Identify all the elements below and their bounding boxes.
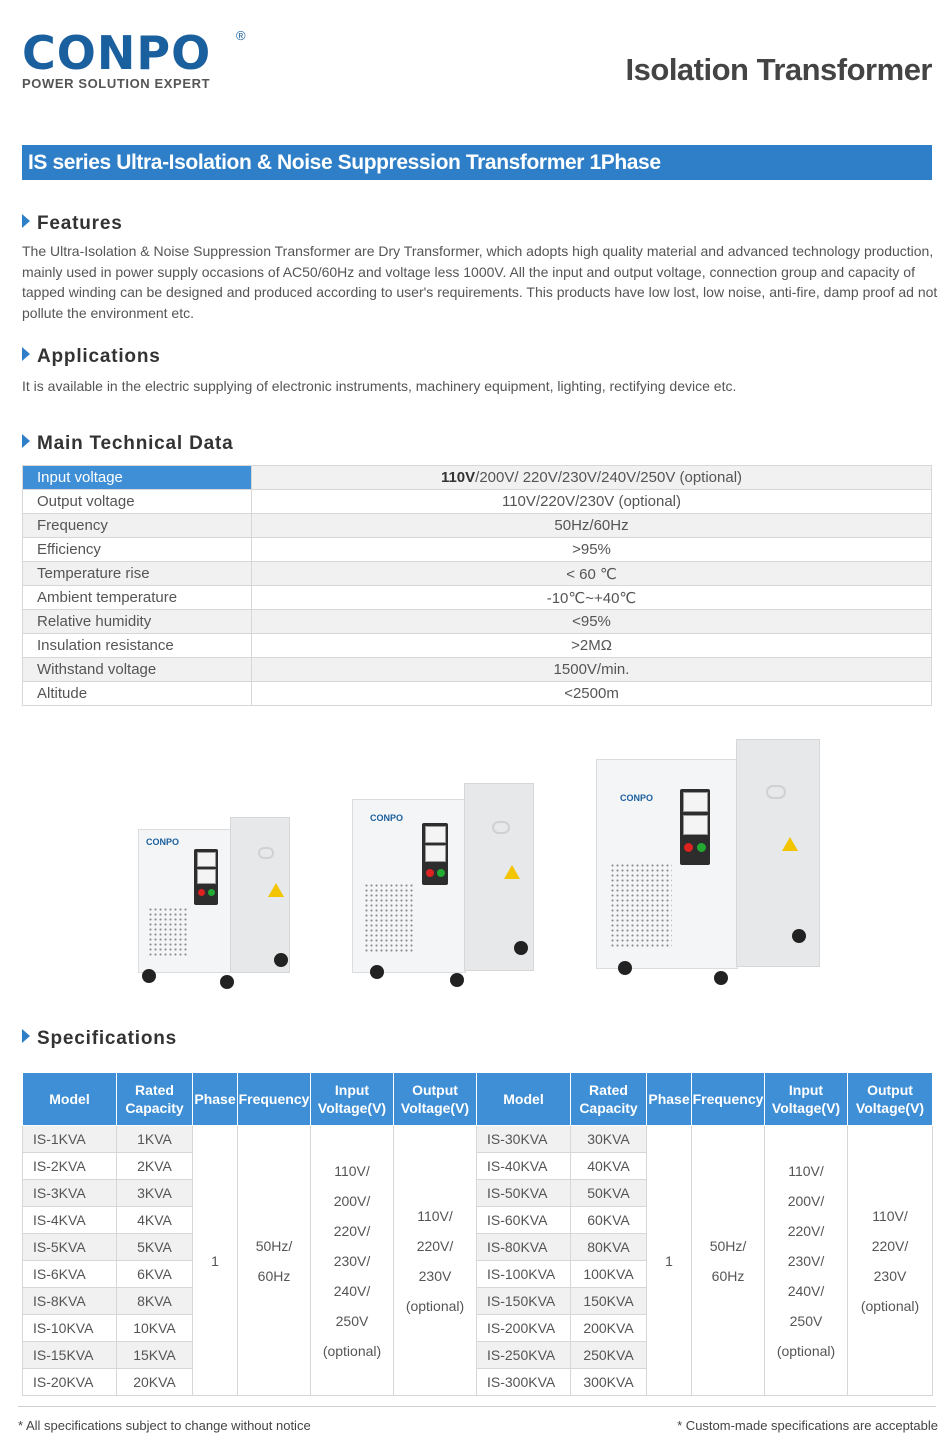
spec-input-voltage-line: 240V/	[333, 1282, 371, 1299]
tech-key: Altitude	[23, 682, 252, 706]
tech-row	[23, 466, 932, 490]
spec-model: IS-200KVA	[477, 1315, 571, 1342]
features-text: The Ultra-Isolation & Noise Suppression Transformer are Dry Transformer, which adopts high quality material and advanced technology production, mainly used in power supply occasions of AC50/60Hz and voltage less 1000V. All the input and output voltage, connection group and capacity of tapped winding can be designed and produced according to user's requirements. This products have low lost, low noise, anti-fire, damp proof ad not pollute the environment etc.	[22, 243, 938, 321]
applications-heading: Applications	[22, 346, 161, 368]
tech-key: Input voltage	[23, 466, 252, 490]
tech-row	[23, 634, 932, 658]
tech-key: Output voltage	[23, 490, 252, 514]
spec-header: Frequency	[692, 1073, 765, 1126]
footer-divider	[18, 1406, 936, 1407]
tech-value-text: -10℃~+40℃	[546, 589, 637, 607]
spec-capacity: 50KVA	[571, 1180, 647, 1207]
spec-capacity: 20KVA	[117, 1369, 193, 1396]
spec-phase: 1	[647, 1126, 692, 1396]
product-photo	[130, 735, 830, 1000]
spec-header: Phase	[647, 1073, 692, 1126]
tech-value	[252, 466, 932, 490]
spec-output-voltage	[848, 1126, 933, 1396]
spec-frequency	[692, 1126, 765, 1396]
spec-capacity: 1KVA	[117, 1126, 193, 1153]
spec-capacity: 10KVA	[117, 1315, 193, 1342]
arrow-bullet-icon	[22, 434, 30, 448]
spec-input-voltage-line: 230V/	[787, 1252, 825, 1269]
arrow-bullet-icon	[22, 1029, 30, 1043]
spec-output-voltage-line: 230V	[873, 1267, 907, 1284]
spec-model: IS-40KVA	[477, 1153, 571, 1180]
spec-capacity: 200KVA	[571, 1315, 647, 1342]
page-title: Isolation Transformer	[625, 52, 932, 87]
tech-key: Frequency	[23, 514, 252, 538]
spec-row	[23, 1126, 933, 1153]
spec-model: IS-5KVA	[23, 1234, 117, 1261]
tech-row	[23, 682, 932, 706]
spec-capacity: 100KVA	[571, 1261, 647, 1288]
footnote-left: * All specifications subject to change without notice	[18, 1418, 311, 1433]
spec-frequency-line: 60Hz	[711, 1267, 745, 1284]
tech-value	[252, 514, 932, 538]
spec-model: IS-250KVA	[477, 1342, 571, 1369]
tech-key: Relative humidity	[23, 610, 252, 634]
spec-model: IS-2KVA	[23, 1153, 117, 1180]
tech-row	[23, 610, 932, 634]
tech-value-text: /200V/ 220V/230V/240V/250V (optional)	[475, 469, 743, 486]
logo-tagline: POWER SOLUTION EXPERT	[22, 76, 211, 91]
spec-header: Output Voltage(V)	[848, 1073, 933, 1126]
tech-row	[23, 658, 932, 682]
spec-header: Model	[23, 1073, 117, 1126]
spec-model: IS-80KVA	[477, 1234, 571, 1261]
spec-input-voltage-line: 220V/	[333, 1222, 371, 1239]
transformer-small: CONPO	[138, 817, 293, 987]
transformer-medium: CONPO	[352, 783, 537, 988]
spec-header: Input Voltage(V)	[765, 1073, 848, 1126]
spec-capacity: 2KVA	[117, 1153, 193, 1180]
spec-model: IS-3KVA	[23, 1180, 117, 1207]
spec-capacity: 30KVA	[571, 1126, 647, 1153]
spec-model: IS-60KVA	[477, 1207, 571, 1234]
spec-capacity: 300KVA	[571, 1369, 647, 1396]
tech-row	[23, 538, 932, 562]
spec-output-voltage-line: 220V/	[416, 1237, 454, 1254]
spec-header: Model	[477, 1073, 571, 1126]
spec-input-voltage-line: 250V	[335, 1312, 369, 1329]
tech-row	[23, 586, 932, 610]
tech-value-bold: 110V	[440, 469, 476, 486]
tech-value	[252, 634, 932, 658]
spec-model: IS-20KVA	[23, 1369, 117, 1396]
spec-model: IS-8KVA	[23, 1288, 117, 1315]
spec-model: IS-50KVA	[477, 1180, 571, 1207]
spec-capacity: 8KVA	[117, 1288, 193, 1315]
tech-value	[252, 586, 932, 610]
features-heading: Features	[22, 213, 123, 235]
spec-model: IS-150KVA	[477, 1288, 571, 1315]
spec-input-voltage-line: 220V/	[787, 1222, 825, 1239]
spec-output-voltage	[394, 1126, 477, 1396]
tech-value	[252, 562, 932, 586]
spec-output-voltage-line: (optional)	[860, 1297, 920, 1314]
tech-value-text: >2MΩ	[571, 637, 612, 654]
tech-value-text: <95%	[572, 613, 611, 630]
spec-frequency-line: 50Hz/	[255, 1237, 293, 1254]
arrow-bullet-icon	[22, 347, 30, 361]
spec-input-voltage-line: 200V/	[333, 1192, 371, 1209]
spec-capacity: 5KVA	[117, 1234, 193, 1261]
tech-row	[23, 490, 932, 514]
logo-wordmark: CONPO	[22, 26, 212, 80]
tech-value-text: 1500V/min.	[553, 661, 630, 678]
spec-frequency-line: 60Hz	[257, 1267, 291, 1284]
applications-text: It is available in the electric supplying of electronic instruments, machinery equipment, lighting, rectifying device etc.	[22, 378, 737, 394]
specifications-table	[22, 1072, 933, 1396]
tech-row	[23, 514, 932, 538]
series-banner: IS series Ultra-Isolation & Noise Suppression Transformer 1Phase	[22, 145, 932, 180]
spec-output-voltage-line: 230V	[418, 1267, 452, 1284]
spec-capacity: 80KVA	[571, 1234, 647, 1261]
spec-model: IS-4KVA	[23, 1207, 117, 1234]
spec-header: Rated Capacity	[571, 1073, 647, 1126]
spec-input-voltage-line: 250V	[789, 1312, 823, 1329]
specs-heading: Specifications	[22, 1028, 177, 1050]
spec-capacity: 3KVA	[117, 1180, 193, 1207]
tech-key: Insulation resistance	[23, 634, 252, 658]
spec-input-voltage-line: (optional)	[322, 1342, 382, 1359]
spec-frequency	[238, 1126, 311, 1396]
spec-output-voltage-line: 110V/	[417, 1207, 453, 1224]
tech-value-text: 110V/220V/230V (optional)	[501, 493, 682, 510]
footnote-right: * Custom-made specifications are acceptable	[677, 1418, 938, 1433]
tech-value-text: <2500m	[564, 685, 619, 702]
spec-input-voltage-line: 240V/	[787, 1282, 825, 1299]
tech-value	[252, 610, 932, 634]
spec-input-voltage-line: 110V/	[334, 1162, 370, 1179]
tech-value	[252, 658, 932, 682]
spec-capacity: 60KVA	[571, 1207, 647, 1234]
spec-output-voltage-line: 220V/	[871, 1237, 909, 1254]
spec-header: Phase	[193, 1073, 238, 1126]
spec-input-voltage-line: 200V/	[787, 1192, 825, 1209]
registered-mark: ®	[236, 28, 246, 43]
spec-model: IS-1KVA	[23, 1126, 117, 1153]
conpo-logo	[22, 28, 262, 98]
spec-input-voltage	[765, 1126, 848, 1396]
tech-value-text: < 60 ℃	[566, 565, 617, 583]
tech-key: Withstand voltage	[23, 658, 252, 682]
spec-frequency-line: 50Hz/	[709, 1237, 747, 1254]
spec-phase: 1	[193, 1126, 238, 1396]
tech-data-table	[22, 465, 932, 706]
spec-input-voltage-line: 110V/	[788, 1162, 824, 1179]
tech-heading: Main Technical Data	[22, 433, 233, 455]
spec-model: IS-300KVA	[477, 1369, 571, 1396]
tech-value	[252, 490, 932, 514]
spec-output-voltage-line: 110V/	[872, 1207, 908, 1224]
tech-key: Ambient temperature	[23, 586, 252, 610]
tech-key: Efficiency	[23, 538, 252, 562]
tech-value-text: 50Hz/60Hz	[554, 517, 629, 534]
spec-capacity: 150KVA	[571, 1288, 647, 1315]
spec-model: IS-100KVA	[477, 1261, 571, 1288]
tech-row	[23, 562, 932, 586]
transformer-large: CONPO	[596, 739, 826, 989]
spec-header: Input Voltage(V)	[311, 1073, 394, 1126]
spec-input-voltage-line: (optional)	[776, 1342, 836, 1359]
spec-model: IS-30KVA	[477, 1126, 571, 1153]
spec-capacity: 6KVA	[117, 1261, 193, 1288]
spec-header: Rated Capacity	[117, 1073, 193, 1126]
spec-input-voltage-line: 230V/	[333, 1252, 371, 1269]
arrow-bullet-icon	[22, 214, 30, 228]
tech-value-text: >95%	[572, 541, 611, 558]
tech-key: Temperature rise	[23, 562, 252, 586]
spec-capacity: 15KVA	[117, 1342, 193, 1369]
spec-capacity: 4KVA	[117, 1207, 193, 1234]
spec-input-voltage	[311, 1126, 394, 1396]
spec-capacity: 250KVA	[571, 1342, 647, 1369]
spec-capacity: 40KVA	[571, 1153, 647, 1180]
spec-header: Output Voltage(V)	[394, 1073, 477, 1126]
spec-model: IS-10KVA	[23, 1315, 117, 1342]
tech-value	[252, 682, 932, 706]
tech-value	[252, 538, 932, 562]
spec-model: IS-15KVA	[23, 1342, 117, 1369]
spec-header: Frequency	[238, 1073, 311, 1126]
spec-output-voltage-line: (optional)	[405, 1297, 465, 1314]
spec-model: IS-6KVA	[23, 1261, 117, 1288]
